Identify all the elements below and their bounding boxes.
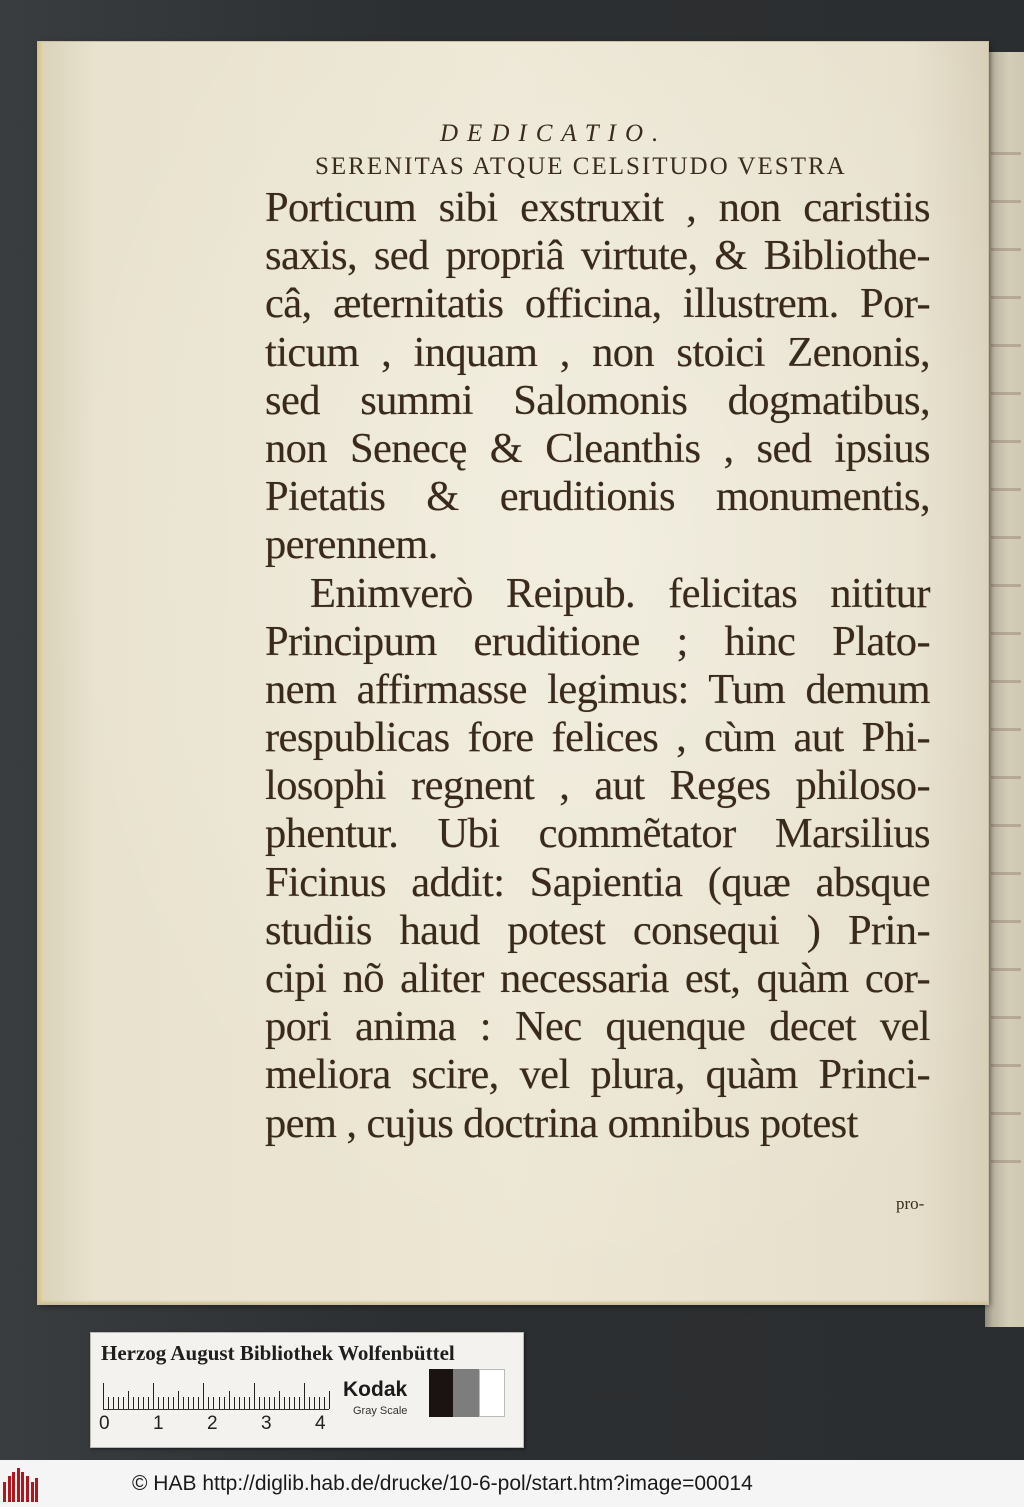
ruler-tick [279,1391,280,1409]
ghost-text-line [991,728,1021,731]
kodak-brand: Kodak [343,1378,408,1401]
gray-scale-label: Gray Scale [353,1405,408,1417]
ruler-tick [203,1383,204,1409]
text-line: nem affirmasse legimus: Tum demum [265,665,930,713]
ruler-tick [229,1391,230,1409]
ruler-tick [254,1383,255,1409]
text-line: pori anima : Nec quenque decet vel [265,1003,930,1051]
text-line: Principum eruditione ; hinc Plato- [265,617,930,665]
ruler-tick [198,1397,199,1409]
swatch-black [429,1369,453,1417]
ghost-text-line [991,1064,1021,1067]
text-line: non Senecę & Cleanthis , sed ipsius [265,424,930,472]
running-head: DEDICATIO. [440,120,668,147]
text-line: losophi regnent , aut Reges philoso- [265,762,930,810]
ruler-tick [274,1397,275,1409]
ruler-tick [188,1397,189,1409]
text-line: phentur. Ubi commẽtator Marsilius [265,810,930,858]
ruler-number: 2 [207,1413,218,1434]
ruler-tick [289,1397,290,1409]
ruler-tick [103,1383,104,1409]
ruler-tick [314,1397,315,1409]
ruler-number: 0 [99,1413,110,1434]
ruler-tick [108,1397,109,1409]
ruler-tick [113,1397,114,1409]
scale-ruler [103,1381,329,1410]
swatch-white [479,1369,505,1417]
ruler-numbers [99,1413,339,1437]
ghost-text-line [991,296,1021,299]
ghost-text-line [991,440,1021,443]
ruler-tick [304,1383,305,1409]
text-line: perennem. [265,521,438,569]
text-line: respublicas fore felices , cùm aut Phi- [265,714,930,762]
ruler-tick [128,1391,129,1409]
ghost-text-line [991,392,1021,395]
ruler-tick [309,1397,310,1409]
color-target-strip [90,1332,524,1448]
ruler-tick [239,1397,240,1409]
ghost-text-line [991,584,1021,587]
ruler-tick [244,1397,245,1409]
ghost-text-line [991,632,1021,635]
ghost-text-line [991,824,1021,827]
ruler-tick [133,1397,134,1409]
text-line: câ, æternitatis officina, illustrem. Por- [265,280,930,328]
ghost-text-line [991,1016,1021,1019]
footer-url-link[interactable]: © HAB http://diglib.hab.de/drucke/10-6-pol/start.htm?image=00014 [132,1472,753,1495]
ruler-tick [163,1397,164,1409]
ghost-text-line [991,1112,1021,1115]
ruler-tick [269,1397,270,1409]
ghost-text-line [991,536,1021,539]
logo-bar [8,1476,11,1502]
ruler-tick [294,1397,295,1409]
ruler-tick [249,1397,250,1409]
ghost-text-line [991,152,1021,155]
text-line: sed summi Salomonis dogmatibus, [265,376,930,424]
ruler-tick [264,1397,265,1409]
ghost-text-line [991,872,1021,875]
ruler-tick [234,1397,235,1409]
ghost-text-line [991,776,1021,779]
ruler-tick [138,1397,139,1409]
logo-bar [21,1472,24,1502]
text-line: ticum , inquam , non stoici Zenonis, [265,328,930,376]
ruler-tick [143,1397,144,1409]
ruler-tick [153,1383,154,1409]
ghost-text-line [991,200,1021,203]
ruler-tick [178,1391,179,1409]
ruler-number: 4 [315,1413,326,1434]
ruler-tick [259,1397,260,1409]
text-line: Enimverò Reipub. felicitas nititur [310,569,930,617]
ghost-text-line [991,920,1021,923]
ruler-tick [319,1397,320,1409]
ghost-text-line [991,968,1021,971]
ruler-tick [168,1397,169,1409]
text-line: Ficinus addit: Sapientia (quæ absque [265,858,930,906]
text-line: Porticum sibi exstruxit , non caristiis [265,184,930,231]
ghost-text-line [991,1160,1021,1163]
body-text [265,184,930,1148]
ruler-tick [148,1397,149,1409]
ruler-tick [299,1397,300,1409]
footer-bar [0,1460,1024,1507]
logo-bar [17,1468,20,1502]
text-line: meliora scire, vel plura, quàm Princi- [265,1051,930,1099]
ruler-tick [183,1397,184,1409]
ruler-tick [324,1397,325,1409]
text-line: pem , cujus doctrina omnibus potest [265,1099,858,1147]
ruler-tick [213,1397,214,1409]
ruler-tick [173,1397,174,1409]
ruler-number: 3 [261,1413,272,1434]
catchword: pro- [896,1194,925,1213]
ruler-tick [158,1397,159,1409]
logo-bar [35,1478,38,1502]
text-line: cipi nõ aliter necessaria est, quàm cor- [265,955,930,1002]
ruler-tick [118,1397,119,1409]
logo-bar [31,1482,34,1502]
ghost-text-line [991,488,1021,491]
ghost-text-line [991,248,1021,251]
target-title: Herzog August Bibliothek Wolfenbüttel [101,1341,455,1365]
text-line: saxis, sed propriâ virtute, & Bibliothe- [265,232,930,280]
logo-bar [12,1472,15,1502]
hab-logo-icon [3,1468,41,1502]
ghost-text-line [991,680,1021,683]
ruler-tick [208,1397,209,1409]
ruler-tick [219,1397,220,1409]
swatch-gray [453,1369,479,1417]
ghost-text-line [991,344,1021,347]
ruler-tick [284,1397,285,1409]
text-line: Pietatis & eruditionis monumentis, [265,473,930,521]
text-line: studiis haud potest consequi ) Prin- [265,906,930,954]
caps-heading-line: SERENITAS ATQUE CELSITUDO VESTRA [315,153,847,180]
ruler-number: 1 [153,1413,164,1434]
logo-bar [3,1482,6,1502]
ruler-tick [224,1397,225,1409]
ruler-tick [193,1397,194,1409]
ruler-tick [329,1391,330,1409]
ruler-tick [123,1397,124,1409]
adjacent-page-edge [985,52,1024,1327]
logo-bar [26,1476,29,1502]
